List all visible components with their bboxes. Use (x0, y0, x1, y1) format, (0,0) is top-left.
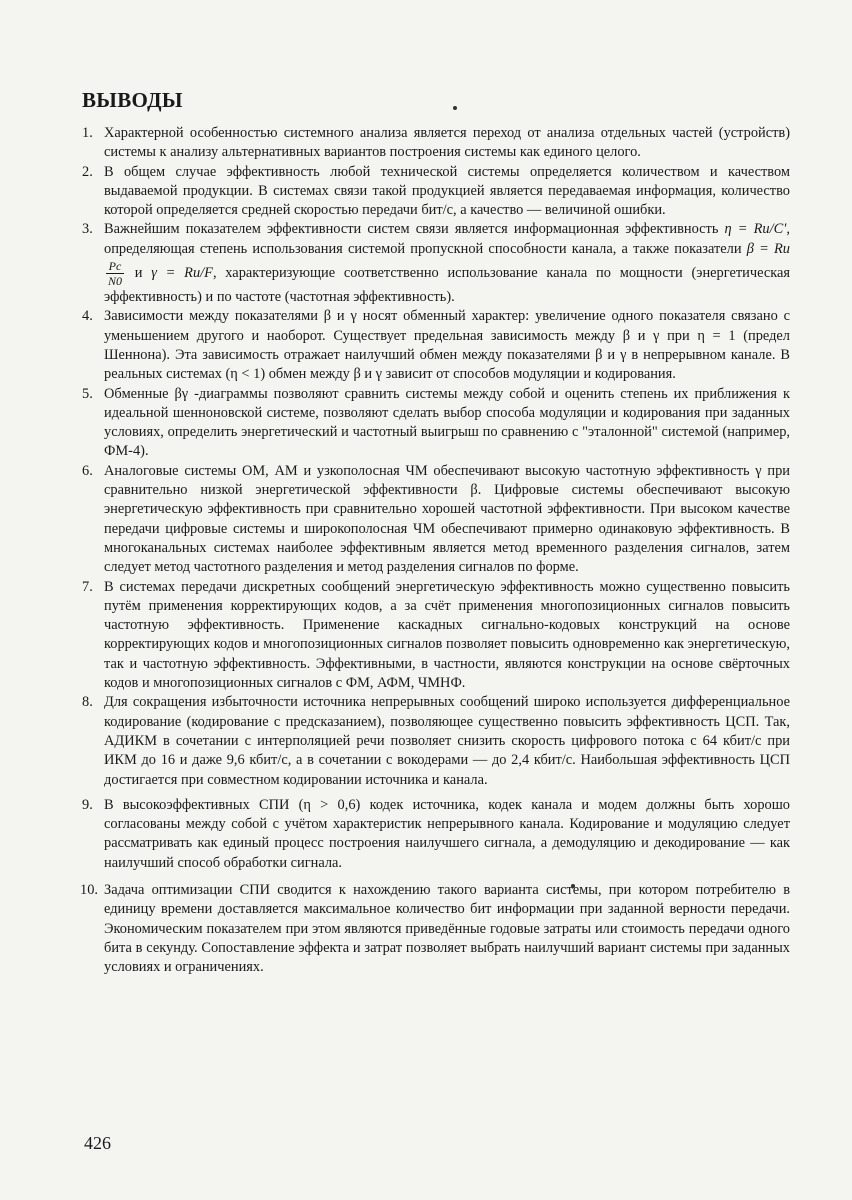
item-number: 8. (82, 694, 93, 711)
item-text: и (134, 264, 143, 281)
item-text: В системах передачи дискретных сообщений энергетическую эффективность можно существенно повысить путём применения корректирующих кодов, а за счёт применения многопозиционных сигналов повысить частотную эффективность. Применение каскадных сигнально-кодовых конструкций на основе корректирующих кодов и многопозиционных сигналов позволяет повысить одновременно как энергетическую, так и частотную эффективность. Эффективными, в частности, являются конструкции на основе свёрточных кодов и многопозиционных сигналов с ФМ, АФМ, ЧМНФ. (104, 578, 790, 692)
item-text: Для сокращения избыточности источника непрерывных сообщений широко используется дифференциальное кодирование (кодирование с предсказанием), позволяющее существенно повысить эффективность ЦСП. Так, АДИКМ в сочетании с интерполяцией речи позволяет снизить скорость цифрового потока с 64 кбит/с при ИКМ до 16 и даже 9,6 кбит/с, а в сочетании с вокодерами — до 2,4 кбит/с. Наибольшая эффективность ЦСП достигается при совместном кодировании источника и канала. (104, 694, 790, 788)
section-heading: ВЫВОДЫ (82, 88, 183, 112)
item-number: 1. (82, 125, 93, 141)
conclusions-list (82, 124, 790, 977)
formula-beta: β = Rи (746, 240, 790, 257)
list-item (82, 693, 790, 789)
list-item (82, 220, 790, 307)
item-number: 7. (82, 578, 93, 595)
item-number: 2. (82, 163, 93, 180)
item-text: Аналоговые системы ОМ, АМ и узкополосная ЧМ обеспечивают высокую частотную эффективность γ при сравнительно низкой энергетической эффективности β. Цифровые системы обеспечивают высокую энергетическую эффективность при сравнительно хорошей частотной эффективности. При высоком качестве передачи цифровые системы и широкополосная ЧМ обеспечивают примерно одинаковую эффективность. В многоканальных системах наиболее эффективным является метод временного разделения сигналов, затем следует метод частотного разделения и метод разделения сигналов по форме. (104, 462, 790, 576)
formula-fraction (106, 259, 124, 288)
formula-eta: η = Rи/C′ (724, 221, 787, 238)
item-number: 5. (82, 385, 93, 402)
item-number: 4. (82, 308, 93, 325)
fraction-numerator: Pc (106, 259, 124, 274)
list-item (82, 796, 790, 873)
list-item (82, 307, 790, 384)
fraction-denominator: N0 (108, 274, 123, 289)
formula-gamma: γ = Rи/F (151, 264, 213, 281)
item-text: Характерной особенностью системного анализа является переход от анализа отдельных частей (устройств) системы к анализу альтернативных вариантов построения системы как единого целого. (104, 125, 790, 161)
list-item (82, 385, 790, 462)
item-text: В общем случае эффективность любой технической системы определяется количеством и качеством выдаваемой продукции. В системах связи такой продукцией является передаваемая информация, количество которой определяется средней скоростью передачи бит/с, а качество — величиной ошибки. (104, 163, 790, 219)
page-content (82, 88, 790, 977)
item-number: 10. (80, 881, 98, 898)
list-item (82, 881, 790, 977)
item-number: 3. (82, 221, 93, 238)
item-text: В высокоэффективных СПИ (η > 0,6) кодек источника, кодек канала и модем должны быть хорошо согласованы между собой с учётом характеристик непрерывного канала. Кодирование и модуляцию следует рассматривать как единый процесс построения наилучшего сигнала, а демодуляцию и декодирование — как наилучший способ обработки сигнала. (104, 796, 790, 871)
item-text: Задача оптимизации СПИ сводится к нахождению такого варианта системы, при котором потребителю в единицу времени доставляется максимальное количество бит информации при заданной верности передачи. Экономическим показателем при этом являются приведённые годовые затраты или стоимость передачи одного бита в секунду. Сопоставление эффекта и затрат позволяет выбрать наилучший вариант системы при заданных условиях и ограничениях. (104, 881, 790, 976)
item-text: Важнейшим показателем эффективности систем связи является информационная эффективность (104, 221, 719, 238)
item-text: Зависимости между показателями β и γ носят обменный характер: увеличение одного показателя связано с уменьшением другого и наоборот. Существует предельная зависимость между β и γ при η = 1 (предел Шеннона). Эта зависимость отражает наилучший обмен между показателями β и γ в непрерывном канале. В реальных системах (η < 1) обмен между β и γ зависит от способов модуляции и кодирования. (104, 308, 790, 383)
page-number: 426 (84, 1133, 111, 1153)
list-item (82, 578, 790, 694)
item-text: , характеризующие соответственно использование канала по мощности (энергетическая эффективность) и по частоте (частотная эффективность). (104, 264, 790, 306)
list-item (82, 124, 790, 163)
item-text: , определяющая степень использования системой пропускной способности канала, а также показатели (104, 221, 790, 257)
item-number: 6. (82, 462, 93, 479)
item-number: 9. (82, 796, 93, 813)
list-item (82, 163, 790, 221)
item-text: Обменные βγ -диаграммы позволяют сравнить системы между собой и оценить степень их приближения к идеальной шенноновской системе, позволяют сделать выбор способа модуляции и кодирования при заданных условиях, определить энергетический и частотный выигрыш по сравнению с "эталонной" системой (например, ФМ-4). (104, 385, 790, 460)
list-item (82, 462, 790, 578)
